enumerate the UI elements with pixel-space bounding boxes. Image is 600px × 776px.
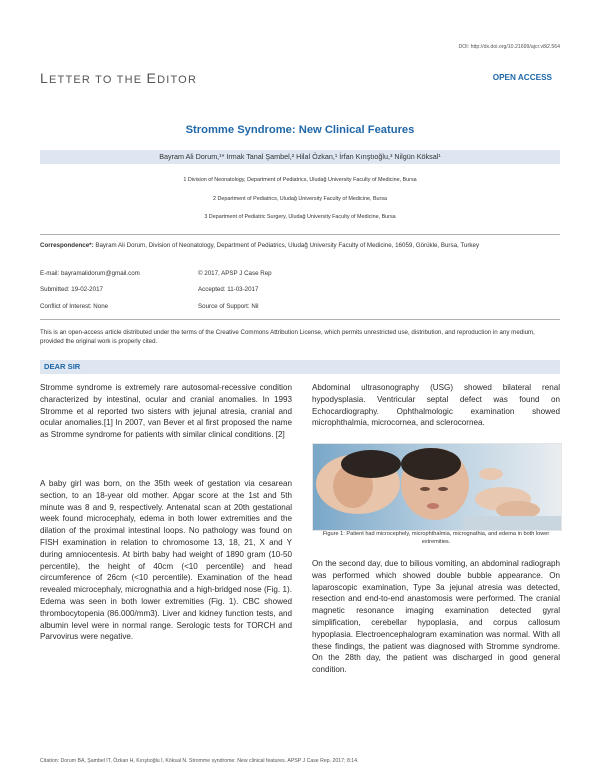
- correspondence-label: Correspondence*:: [40, 242, 94, 249]
- divider: [40, 234, 560, 235]
- submitted-date: Submitted: 19-02-2017: [40, 286, 103, 293]
- open-access-badge: OPEN ACCESS: [492, 73, 552, 82]
- patient-photo-image: [313, 444, 561, 530]
- author-list: Bayram Ali Dorum,¹* Irmak Tanal Şambel,² Hilal Özkan,¹ İrfan Kırıştıoğlu,³ Nilgün Köksal¹: [159, 152, 441, 161]
- accepted-date: Accepted: 11-03-2017: [198, 286, 259, 293]
- divider: [40, 319, 560, 320]
- affiliation-3: 3 Department of Pediatric Surgery, Uludağ University Faculty of Medicine, Bursa: [204, 214, 396, 220]
- doi-link[interactable]: DOI: http://dx.doi.org/10.21699/ajcr.v8i2.564: [458, 44, 560, 50]
- section-label: LETTER TO THE EDITOR: [40, 70, 198, 86]
- body-paragraph-4: On the second day, due to bilious vomiting, an abdominal radiograph was performed which showed double bubble appearance. On laparoscopic examination, Type 3a jejunal atresia was detected, resection and end-to-end anastomosis were performed. The cranial magnetic resonance imaging examination detected gyral simplification, cerebellar hypoplasia, and corpus callosum hypoplasia. Electroencephalogram examination was normal. With all these findings, the patient was diagnosed with Stromme syndrome. On the 28th day, the patient was discharged in good general condition.: [312, 559, 560, 675]
- body-paragraph-2: A baby girl was born, on the 35th week of gestation via cesarean section, to an 18-year old mother. Apgar score at the 1st and 5th minute was 8 and 9, respectively. Antenatal scan at 20th gestational week found microcephaly, edema in both lower extremities and the dilation of the proximal intestinal loops. No pathology was found on FISH examination in relation to chromosome 13, 18, 21, X and Y during amniocentesis. At birth baby had weight of 1890 gram (10-50 percentile), the height of 40cm (<10 percentile) and head circumference of 26cm (<10 percentile). Examination of the head revealed microcephaly, micrognathia and a high-bridged nose (Fig. 1). Edema was seen in both lower extremities (Fig. 1). CBC showed thrombocytopenia (86.000/mm3). Liver and kidney function tests, and albumin level were in normal range. Serologic tests for TORCH and Parvovirus were negative.: [40, 479, 292, 642]
- dear-sir-band: [40, 360, 560, 374]
- patient-photo: [312, 443, 562, 531]
- correspondence: [40, 241, 560, 251]
- body-paragraph-3: Abdominal ultrasonography (USG) showed bilateral renal hypodysplasia. Ventricular septal defect was found on Echocardiography. Ophthalmologic examination showed microphthalmia, microcornea, and sclerocornea.: [312, 383, 560, 428]
- source-of-support: Source of Support: Nil: [198, 303, 259, 310]
- dear-sir-heading: DEAR SIR: [44, 362, 81, 371]
- body-paragraph-1: Stromme syndrome is extremely rare autosomal-recessive condition characterized by intestinal, ocular and cranial anomalies. In 1993 Stromme et al reported two sisters with jejunal atresia, cranial and ocular anomalies.[1] In 2007, van Bever et al first proposed the name as Stromme syndrome for patients with similar clinical conditions. [2]: [40, 383, 292, 440]
- figure-caption: Figure 1: Patient had microcephely, microphthalmia, micrognathia, and edema in both lower extremities.: [322, 531, 550, 545]
- license-text: This is an open-access article distributed under the terms of the Creative Commons Attribution License, which permits unrestricted use, distribution, and reproduction in any medium, provided the original work is properly cited.: [40, 329, 535, 345]
- copyright: © 2017, APSP J Case Rep: [198, 270, 272, 277]
- affiliation-1: 1 Division of Neonatology, Department of Pediatrics, Uludağ University Faculty of Medicine, Bursa: [183, 177, 417, 183]
- email[interactable]: E-mail: bayramalidorum@gmail.com: [40, 270, 140, 277]
- correspondence-text: Bayram Ali Dorum, Division of Neonatology, Department of Pediatrics, Uludağ University Faculty of Medicine, 16059, Görükle, Bursa, Turkey: [93, 242, 480, 249]
- citation: Citation: Dorum BA, Şambel IT, Özkan H, Kırıştıoğlu İ, Köksal N. Stromme syndrome: New clinical features. APSP J Case Rep. 2017; 8:14.: [40, 758, 359, 764]
- conflict-of-interest: Conflict of Interest: None: [40, 303, 109, 310]
- article-title: Stromme Syndrome: New Clinical Features: [185, 124, 415, 136]
- affiliation-2: 2 Department of Pediatrics, Uludağ University Faculty of Medicine, Bursa: [212, 196, 388, 202]
